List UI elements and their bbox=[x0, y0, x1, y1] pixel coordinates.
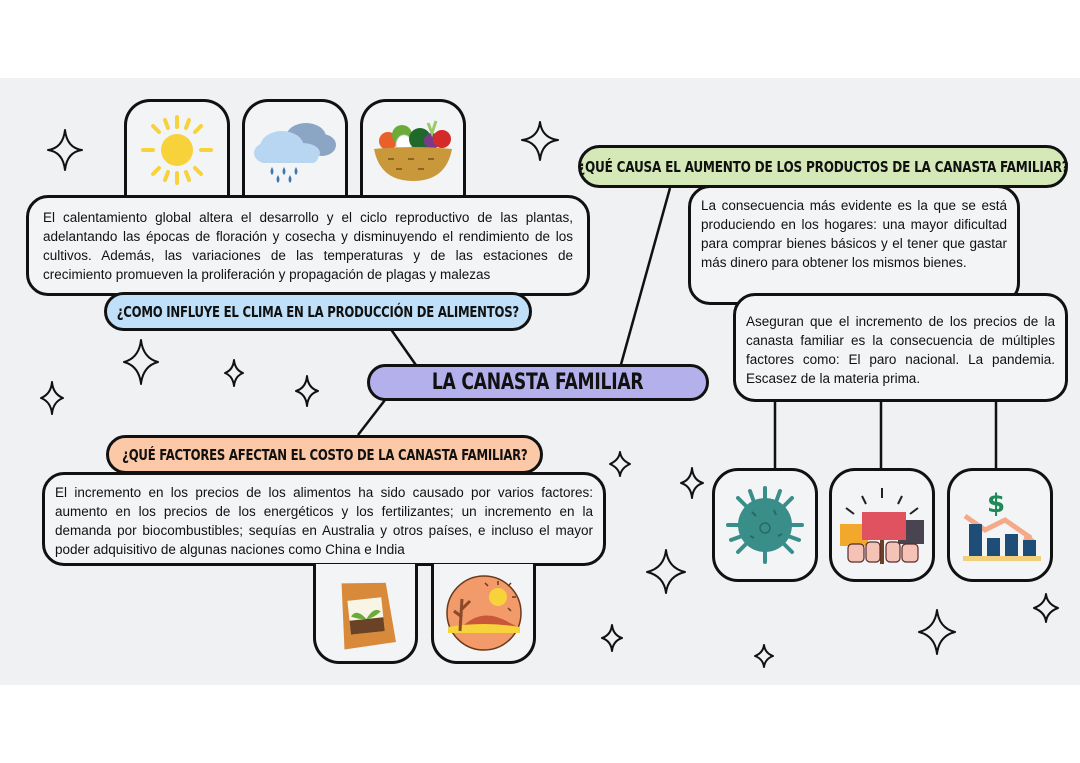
drought-icon bbox=[444, 573, 524, 653]
svg-text:$: $ bbox=[987, 489, 1006, 519]
consequence-text-box bbox=[688, 185, 1020, 305]
sparkle-icon bbox=[610, 452, 630, 476]
vegetable-basket-icon-box bbox=[360, 99, 466, 197]
vegetable-basket-icon bbox=[368, 115, 458, 185]
sparkle-icon bbox=[1034, 594, 1058, 622]
causes-question-pill bbox=[578, 145, 1068, 188]
climate-description: El calentamiento global altera el desarrollo y el ciclo reproductivo de las plantas, adelantando las épocas de floración y cosecha y disminuyendo el rendimiento de los cultivos. Además, las variaciones de las temperaturas y de las estaciones de crecimiento promueven la proliferación y propagación de plagas y malezas bbox=[43, 210, 573, 282]
drought-icon-box bbox=[431, 564, 536, 664]
sparkle-icon bbox=[225, 360, 243, 386]
sparkle-icon bbox=[41, 382, 63, 414]
protest-icon-box bbox=[829, 468, 935, 582]
sparkle-icon bbox=[647, 550, 685, 593]
sparkle-icon bbox=[124, 340, 158, 384]
factors-text-box bbox=[42, 472, 606, 566]
sun-icon bbox=[137, 115, 217, 185]
sparkle-icon bbox=[48, 130, 82, 170]
sun-icon-box bbox=[124, 99, 230, 197]
fertilizer-bag-icon bbox=[331, 575, 401, 651]
virus-icon bbox=[722, 482, 808, 568]
climate-text-box bbox=[26, 195, 590, 296]
factors-question-pill bbox=[106, 435, 543, 474]
sparkle-icon bbox=[522, 122, 558, 160]
causes-factors-text-box bbox=[733, 293, 1068, 402]
virus-icon-box bbox=[712, 468, 818, 582]
climate-question: ¿COMO INFLUYE EL CLIMA EN LA PRODUCCIÓN DE ALIMENTOS? bbox=[116, 302, 520, 321]
price-chart-icon-box bbox=[947, 468, 1053, 582]
protest-icon bbox=[836, 482, 928, 568]
fertilizer-bag-icon-box bbox=[313, 564, 418, 664]
rain-cloud-icon-box bbox=[242, 99, 348, 197]
causes-question: ¿QUÉ CAUSA EL AUMENTO DE LOS PRODUCTOS DE LA CANASTA FAMILIAR? bbox=[577, 157, 1069, 176]
sparkle-icon bbox=[681, 468, 703, 498]
sparkle-icon bbox=[602, 625, 622, 651]
consequence-description: La consecuencia más evidente es la que se está produciendo en los hogares: una mayor dificultad para comprar bienes básicos y el tener que gastar más dinero para obtener los mismos bienes. bbox=[701, 198, 1007, 270]
sparkle-icon bbox=[296, 376, 318, 406]
causes-factors-description: Aseguran que el incremento de los precios de la canasta familiar es la consecuencia de múltiples factores como: El paro nacional. La pandemia. Escasez de la materia prima. bbox=[746, 314, 1055, 386]
factors-question: ¿QUÉ FACTORES AFECTAN EL COSTO DE LA CANASTA FAMILIAR? bbox=[121, 445, 528, 464]
sparkle-icon bbox=[755, 645, 773, 667]
mind-map-canvas bbox=[0, 78, 1080, 685]
factors-description: El incremento en los precios de los alimentos ha sido causado por varios factores: aumento en los precios de los energéticos y los fertilizantes; un incremento en la demanda por biocombustibles; sequías en Australia y otros países, e incluso el mayor poder adquisitivo de algunas naciones como China e India bbox=[55, 485, 593, 557]
central-topic-node bbox=[367, 364, 709, 401]
price-chart-icon bbox=[957, 482, 1043, 568]
central-title: LA CANASTA FAMILIAR bbox=[432, 370, 644, 395]
rain-cloud-icon bbox=[252, 115, 338, 185]
sparkle-icon bbox=[919, 610, 955, 654]
climate-question-pill bbox=[104, 292, 532, 331]
